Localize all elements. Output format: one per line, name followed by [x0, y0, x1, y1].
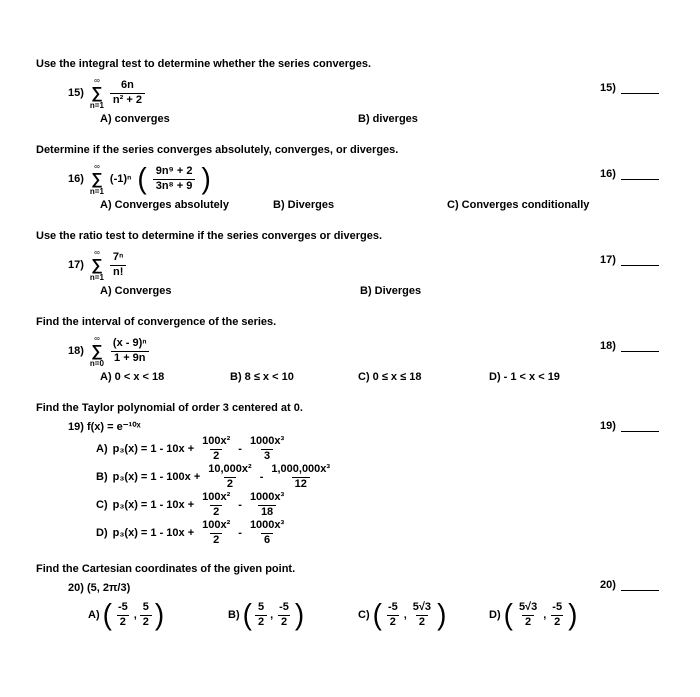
polynomial-lead: p₃(x) = 1 - 10x + [112, 499, 195, 511]
instruction-text-16: Determine if the series converges absolutely, converges, or diverges. [36, 144, 399, 156]
fraction [549, 601, 565, 628]
fraction-denominator: 2 [387, 615, 399, 629]
polynomial-lead: p₃(x) = 1 - 100x + [112, 471, 201, 483]
question-block-16 [0, 144, 700, 214]
fraction-numerator: -5 [117, 601, 128, 614]
answer-slot-16 [600, 168, 659, 180]
choices-20 [0, 600, 700, 638]
left-paren: ( [102, 598, 112, 631]
question-number-15: 15) [68, 87, 84, 99]
fraction-numerator: 1,000,000x³ [271, 463, 331, 476]
fraction-numerator: -5 [387, 601, 398, 614]
choice-c: C) Converges conditionally [447, 199, 590, 211]
choice-a: A) Converges [100, 285, 172, 297]
choice-label: C) [96, 499, 108, 511]
fraction-numerator: 5√3 [518, 601, 538, 614]
choice-b [228, 600, 304, 630]
choice-a [88, 600, 164, 630]
instruction-text-20: Find the Cartesian coordinates of the given point. [36, 563, 296, 575]
fraction [276, 601, 292, 628]
fraction [385, 601, 401, 628]
fraction-denominator: 3n⁸ + 9 [153, 179, 196, 193]
polar-point: (5, 2π/3) [86, 582, 131, 594]
fraction [516, 601, 540, 628]
fraction-numerator: 6n [121, 79, 134, 92]
comma: , [133, 609, 137, 621]
choice-b: B) Diverges [360, 285, 422, 297]
choice-b: B) Diverges [273, 199, 335, 211]
answer-slot-18 [600, 340, 659, 352]
question-block-19 [0, 402, 700, 547]
function-definition: f(x) = e⁻¹⁰ˣ [86, 421, 141, 433]
fraction-numerator: (x - 9)ⁿ [112, 337, 147, 350]
choice-a: A) Converges absolutely [100, 199, 229, 211]
answer-number-15: 15) [600, 82, 616, 94]
answer-number-16: 16) [600, 168, 616, 180]
choices-15 [0, 113, 700, 128]
fraction-numerator: 5 [142, 601, 149, 614]
sigma-icon: ∑ [91, 84, 103, 102]
fraction-numerator: 100x² [202, 519, 231, 532]
fraction-numerator: 5√3 [412, 601, 432, 614]
answer-blank-18 [621, 340, 659, 352]
fraction-numerator: 1000x³ [249, 519, 285, 532]
fraction-numerator: -5 [279, 601, 289, 614]
answer-slot-17 [600, 254, 659, 266]
choice-b: B) 8 ≤ x < 10 [230, 371, 294, 383]
choice-label: A) [88, 609, 100, 621]
choice-label: D) [489, 609, 501, 621]
fraction [110, 79, 145, 106]
question-block-15 [0, 58, 700, 128]
fraction-numerator: 1000x³ [249, 491, 285, 504]
left-paren: ( [503, 598, 513, 631]
operator-minus: - [238, 443, 242, 455]
choice-c-19 [96, 491, 700, 519]
fraction-denominator: 6 [261, 533, 273, 547]
fraction-denominator: 18 [258, 505, 276, 519]
fraction [255, 601, 267, 628]
fraction-denominator: 2 [416, 615, 428, 629]
choice-label: C) [358, 609, 370, 621]
right-paren: ) [437, 598, 447, 631]
summation-symbol [90, 249, 104, 282]
instruction-text-19: Find the Taylor polynomial of order 3 centered at 0. [36, 402, 303, 414]
right-paren: ) [201, 162, 211, 195]
fraction-denominator: 2 [210, 505, 222, 519]
operator-minus: - [238, 499, 242, 511]
right-paren: ) [294, 598, 305, 631]
answer-number-18: 18) [600, 340, 616, 352]
answer-number-17: 17) [600, 254, 616, 266]
sum-upper-limit: ∞ [94, 333, 100, 343]
fraction-denominator: 2 [522, 615, 534, 629]
answer-blank-16 [621, 168, 659, 180]
answer-slot-15 [600, 82, 659, 94]
fraction-numerator: -5 [552, 601, 563, 614]
summation-symbol [90, 77, 104, 110]
fraction-denominator: 2 [255, 615, 267, 629]
question-block-17 [0, 230, 700, 300]
polynomial-lead: p₃(x) = 1 - 10x + [112, 443, 195, 455]
comma: , [403, 609, 407, 621]
right-paren: ) [154, 598, 165, 631]
sum-lower-limit: n=1 [89, 272, 104, 282]
choice-b-19 [96, 463, 700, 491]
left-paren: ( [242, 598, 252, 631]
choices-16 [0, 199, 700, 214]
question-number-16: 16) [68, 173, 84, 185]
operator-minus: - [238, 527, 242, 539]
fraction [205, 463, 254, 490]
instruction-text-15: Use the integral test to determine whether the series converges. [36, 58, 371, 70]
choices-17 [0, 285, 700, 300]
comma: , [543, 609, 547, 621]
fraction [110, 337, 150, 364]
fraction-numerator: 9n⁹ + 2 [155, 165, 193, 178]
fraction-numerator: 100x² [202, 435, 231, 448]
choice-label: A) [96, 443, 108, 455]
answer-blank-17 [621, 254, 659, 266]
question-number-17: 17) [68, 259, 84, 271]
choice-c [358, 600, 446, 630]
fraction [247, 491, 287, 518]
series-term-prefix: (-1)ⁿ [109, 173, 132, 185]
fraction [153, 165, 196, 192]
instruction-text-18: Find the interval of convergence of the series. [36, 316, 277, 328]
fraction-denominator: 3 [261, 449, 273, 463]
fraction-denominator: 2 [224, 477, 236, 491]
choice-label: B) [228, 609, 240, 621]
fraction-denominator: n² + 2 [110, 93, 145, 107]
choice-a: A) 0 < x < 18 [100, 371, 165, 383]
sum-lower-limit: n=0 [89, 358, 104, 368]
left-paren: ( [372, 598, 382, 631]
sum-upper-limit: ∞ [94, 247, 100, 257]
fraction-numerator: 1000x³ [249, 435, 285, 448]
choice-d: D) - 1 < x < 19 [489, 371, 560, 383]
choice-b: B) diverges [358, 113, 418, 125]
left-paren: ( [137, 162, 147, 195]
summation-symbol [90, 163, 104, 196]
fraction-denominator: n! [110, 265, 126, 279]
fraction [268, 463, 333, 490]
instruction-text-17: Use the ratio test to determine if the series converges or diverges. [36, 230, 383, 242]
summation-symbol [90, 335, 104, 368]
fraction-denominator: 2 [551, 615, 563, 629]
comma: , [270, 609, 274, 621]
choice-a-19 [96, 435, 700, 463]
sum-lower-limit: n=1 [89, 100, 104, 110]
sum-upper-limit: ∞ [94, 161, 100, 171]
polynomial-lead: p₃(x) = 1 - 10x + [112, 527, 195, 539]
sigma-icon: ∑ [91, 256, 103, 274]
fraction-denominator: 2 [278, 615, 290, 629]
fraction [110, 251, 126, 278]
fraction-denominator: 2 [210, 449, 222, 463]
fraction-denominator: 2 [117, 615, 129, 629]
question-block-20 [0, 563, 700, 638]
choice-a: A) converges [100, 113, 170, 125]
operator-minus: - [259, 471, 264, 483]
right-paren: ) [568, 598, 578, 631]
answer-number-20: 20) [600, 579, 616, 591]
answer-blank-20 [621, 579, 659, 591]
choice-d [489, 600, 577, 630]
answer-slot-20 [600, 579, 659, 591]
answer-blank-15 [621, 82, 659, 94]
choice-label: B) [96, 471, 108, 483]
fraction-numerator: 5 [257, 601, 265, 614]
fraction [247, 435, 287, 462]
fraction-numerator: 10,000x² [208, 463, 252, 476]
fraction [199, 491, 233, 518]
sigma-icon: ∑ [91, 170, 103, 188]
choice-d-19 [96, 519, 700, 547]
answer-blank-19 [621, 420, 659, 432]
sum-lower-limit: n=1 [89, 186, 104, 196]
fraction-numerator: 7ⁿ [112, 251, 124, 264]
fraction-denominator: 2 [210, 533, 222, 547]
answer-slot-19 [600, 420, 659, 432]
choice-label: D) [96, 527, 108, 539]
answer-number-19: 19) [600, 420, 616, 432]
fraction [140, 601, 152, 628]
fraction-denominator: 2 [140, 615, 152, 629]
question-block-18 [0, 316, 700, 386]
question-number-19: 19) [68, 421, 84, 433]
fraction-numerator: 100x² [202, 491, 231, 504]
choice-c: C) 0 ≤ x ≤ 18 [358, 371, 422, 383]
choices-18 [0, 371, 700, 386]
sigma-icon: ∑ [91, 342, 103, 360]
fraction [410, 601, 434, 628]
fraction-denominator: 1 + 9n [111, 351, 149, 365]
question-number-20: 20) [68, 582, 84, 594]
question-number-18: 18) [68, 345, 84, 357]
sum-upper-limit: ∞ [94, 75, 100, 85]
fraction [199, 435, 233, 462]
fraction [247, 519, 287, 546]
fraction [115, 601, 131, 628]
fraction-denominator: 12 [292, 477, 310, 491]
fraction [199, 519, 233, 546]
